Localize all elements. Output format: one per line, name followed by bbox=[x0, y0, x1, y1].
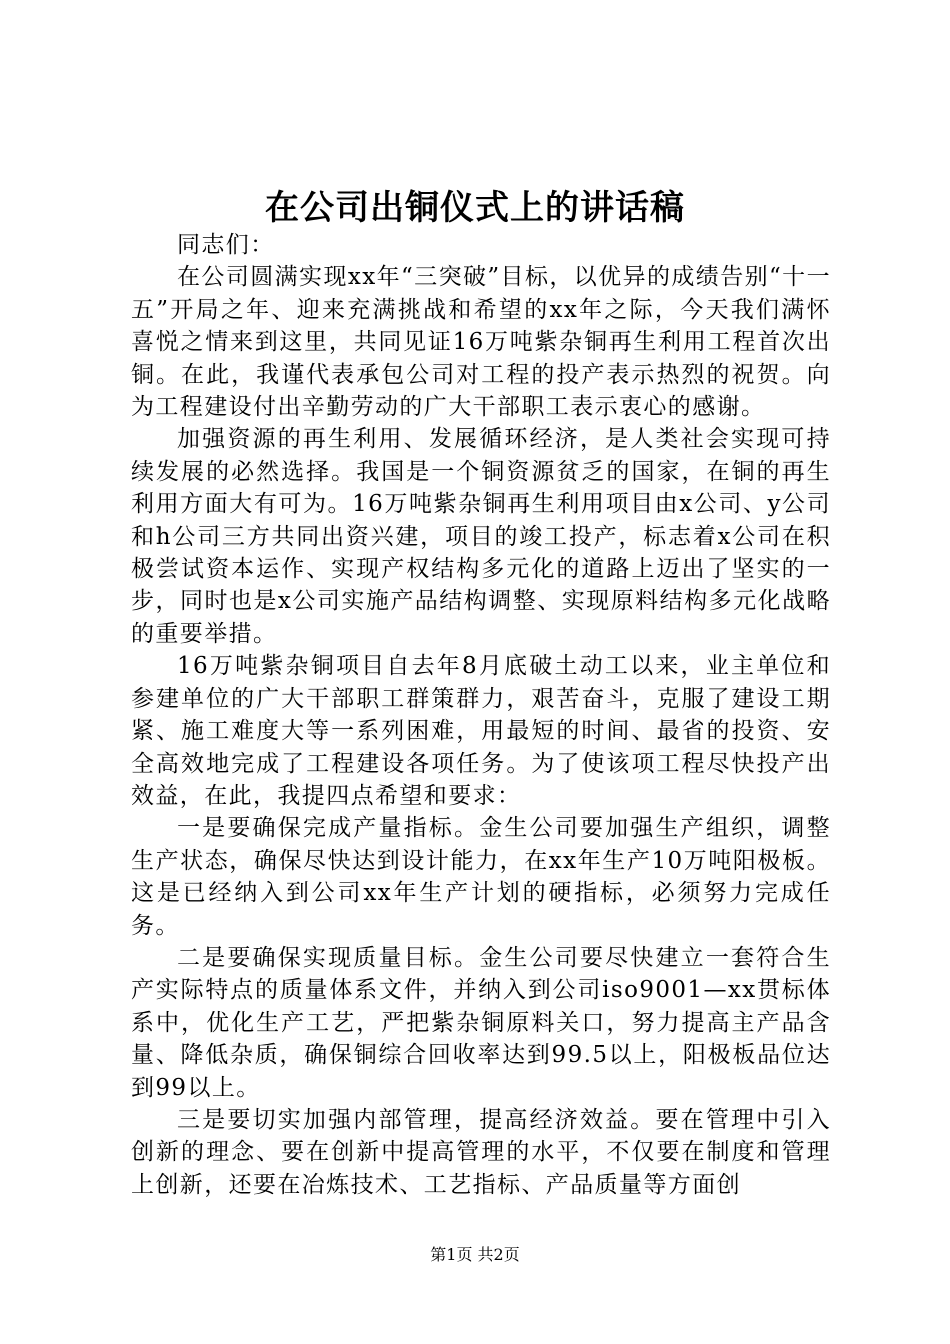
paragraph-1: 在公司圆满实现xx年“三突破”目标，以优异的成绩告别“十一五”开局之年、迎来充满挑战和希望的xx年之际，今天我们满怀喜悦之情来到这里，共同见证16万吨紫杂铜再生利用工程首次出铜。在此，我谨代表承包公司对工程的投产表示热烈的祝贺。向为工程建设付出辛勤劳动的广大干部职工表示衷心的感谢。 bbox=[131, 264, 831, 421]
salutation: 同志们： bbox=[177, 232, 275, 258]
paragraph-3: 16万吨紫杂铜项目自去年8月底破土动工以来，业主单位和参建单位的广大干部职工群策群力，艰苦奋斗，克服了建设工期紧、施工难度大等一系列困难，用最短的时间、最省的投资、安全高效地完成了工程建设各项任务。为了使该项工程尽快投产出效益，在此，我提四点希望和要求： bbox=[131, 653, 831, 809]
paragraph-6: 三是要切实加强内部管理，提高经济效益。要在管理中引入创新的理念、要在创新中提高管理的水平，不仅要在制度和管理上创新，还要在冶炼技术、工艺指标、产品质量等方面创 bbox=[131, 1106, 831, 1198]
document-title: 在公司出铜仪式上的讲话稿 bbox=[265, 188, 685, 228]
page-footer: 第1页 共2页 bbox=[430, 1245, 520, 1264]
document-body bbox=[131, 229, 831, 1201]
paragraph-4: 一是要确保完成产量指标。金生公司要加强生产组织，调整生产状态，确保尽快达到设计能力，在xx年生产10万吨阳极板。这是已经纳入到公司xx年生产计划的硬指标，必须努力完成任务。 bbox=[131, 815, 831, 939]
paragraph-5: 二是要确保实现质量目标。金生公司要尽快建立一套符合生产实际特点的质量体系文件，并纳入到公司iso9001—xx贯标体系中，优化生产工艺，严把紫杂铜原料关口，努力提高主产品含量、降低杂质，确保铜综合回收率达到99.5以上，阳极板品位达到99以上。 bbox=[131, 944, 831, 1101]
paragraph-2: 加强资源的再生利用、发展循环经济，是人类社会实现可持续发展的必然选择。我国是一个铜资源贫乏的国家，在铜的再生利用方面大有可为。16万吨紫杂铜再生利用项目由x公司、y公司和h公司三方共同出资兴建，项目的竣工投产，标志着x公司在积极尝试资本运作、实现产权结构多元化的道路上迈出了坚实的一步，同时也是x公司实施产品结构调整、实现原料结构多元化战略的重要举措。 bbox=[131, 426, 831, 647]
